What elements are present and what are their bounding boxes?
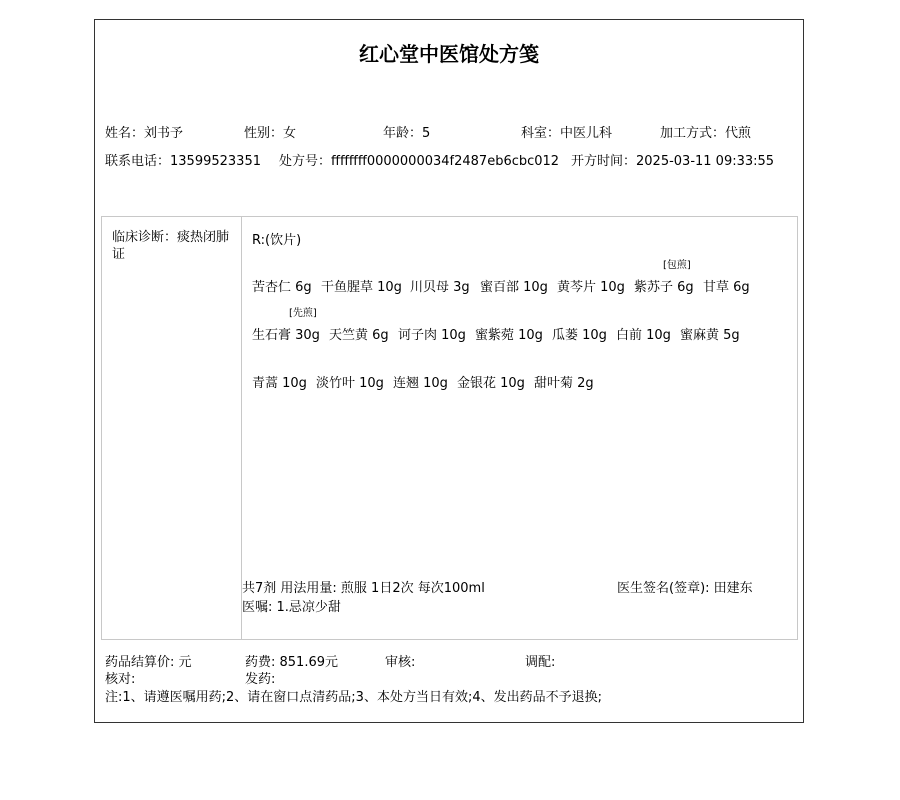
patient-gender: 性别：女 — [244, 126, 297, 141]
herb-item: 淡竹叶 10g — [316, 376, 384, 391]
patient-age: 年龄：5 — [383, 126, 431, 141]
dispense-mix-field: 调配: — [525, 655, 556, 670]
herb-item: 瓜蒌 10g — [552, 328, 607, 343]
herb-item: 苦杏仁 6g — [252, 280, 312, 295]
herb-item: 蜜百部 10g — [480, 280, 548, 295]
issue-field: 发药: — [245, 672, 276, 687]
usage-instructions: 共7剂 用法用量: 煎服 1日2次 每次100ml — [242, 581, 485, 596]
herb-item: 紫苏子 6g — [634, 280, 694, 295]
prescription-number: 处方号：ffffffff0000000034f2487eb6cbc012 — [279, 154, 560, 169]
herb-item: 诃子肉 10g — [398, 328, 466, 343]
footer-notice: 注:1、请遵医嘱用药;2、请在窗口点清药品;3、本处方当日有效;4、发出药品不予退换; — [105, 690, 602, 705]
clinical-diagnosis: 临床诊断：痰热闭肺证 — [112, 230, 230, 262]
herb-item: 干鱼腥草 10g — [321, 280, 402, 295]
processing-method: 加工方式：代煎 — [660, 126, 752, 141]
herb-item: 黄芩片 10g — [557, 280, 625, 295]
doctor-signature: 医生签名(签章): 田建东 — [617, 581, 753, 596]
herb-item: 金银花 10g — [457, 376, 525, 391]
diagnosis-column — [102, 217, 242, 639]
review-field: 审核: — [385, 655, 416, 670]
note-baojian: [包煎] — [663, 260, 691, 271]
drug-fee: 药费: 851.69元 — [245, 655, 338, 670]
herb-item: 连翘 10g — [393, 376, 448, 391]
herb-item: 天竺黄 6g — [329, 328, 389, 343]
prescription-time: 开方时间：2025-03-11 09:33:55 — [571, 154, 775, 169]
check-field: 核对: — [105, 672, 136, 687]
herb-item: 青蒿 10g — [252, 376, 307, 391]
herb-item: 甜叶菊 2g — [534, 376, 594, 391]
medical-advice: 医嘱: 1.忌凉少甜 — [242, 600, 341, 615]
patient-phone: 联系电话：13599523351 — [105, 154, 261, 169]
herb-item: 生石膏 30g — [252, 328, 320, 343]
rx-label: R:(饮片) — [252, 233, 302, 248]
herb-item: 甘草 6g — [703, 280, 750, 295]
herb-item: 蜜麻黄 5g — [680, 328, 740, 343]
note-xianjian: [先煎] — [289, 308, 317, 319]
patient-department: 科室：中医儿科 — [521, 126, 613, 141]
herb-item: 蜜紫菀 10g — [475, 328, 543, 343]
prescription-body — [101, 216, 798, 640]
settlement-price: 药品结算价: 元 — [105, 655, 192, 670]
herb-item: 白前 10g — [616, 328, 671, 343]
prescription-sheet — [94, 19, 804, 723]
herb-item: 川贝母 3g — [410, 280, 470, 295]
patient-name: 姓名：刘书予 — [105, 126, 184, 141]
page-title: 红心堂中医馆处方笺 — [359, 42, 539, 66]
